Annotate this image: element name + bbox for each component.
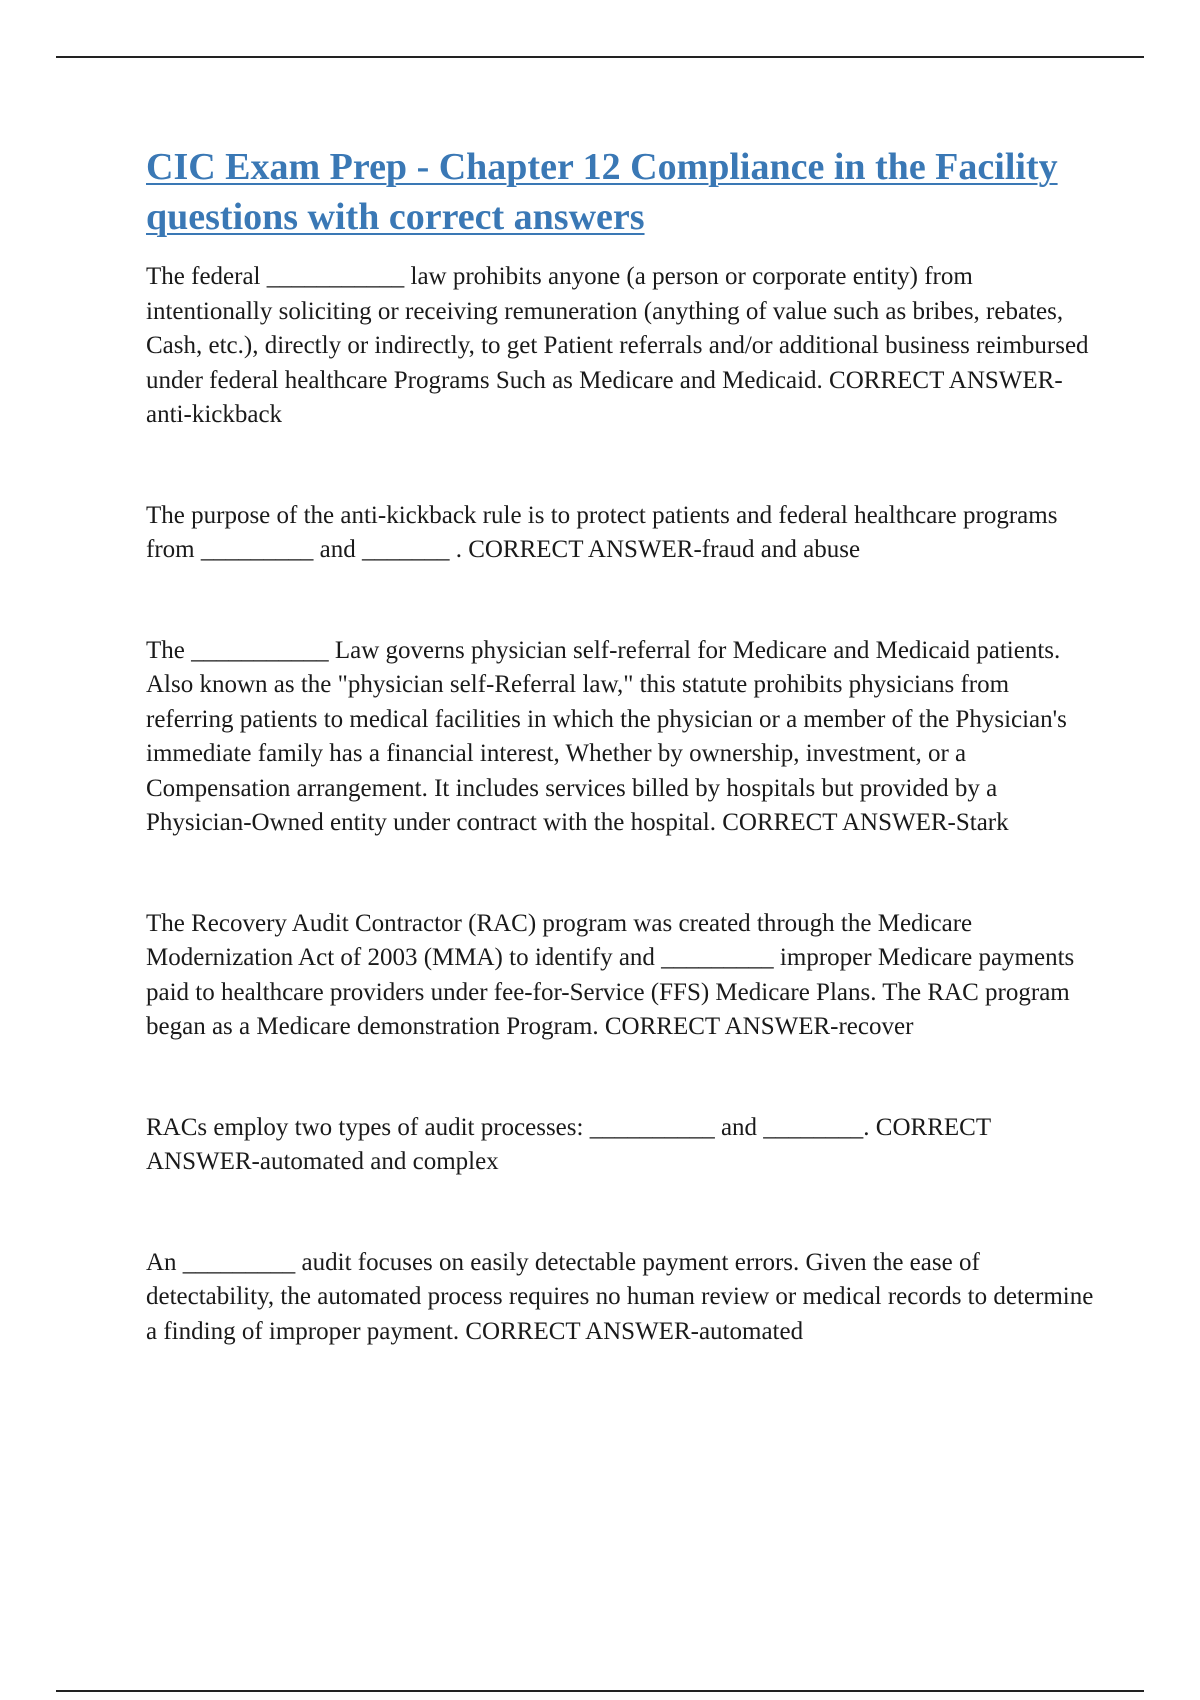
question-item: RACs employ two types of audit processes: __________ and ________. CORRECT ANSWER-automated and complex xyxy=(146,1113,991,1175)
question-item: The Recovery Audit Contractor (RAC) program was created through the Medicare Modernization Act of 2003 (MMA) to identify and _________ improper Medicare payments paid to healthcare providers under fee-for-Service (FFS) Medicare Plans. The RAC program began as a Medicare demonstration Program. CORRECT ANSWER-recover xyxy=(146,909,1075,1040)
document-body xyxy=(146,142,1096,1415)
footer-rule xyxy=(56,1690,1144,1692)
question-item: The federal ___________ law prohibits anyone (a person or corporate entity) from intentionally soliciting or receiving remuneration (anything of value such as bribes, rebates, Cash, etc.), directly or indirectly, to get Patient referrals and/or additional business reimbursed under federal healthcare Programs Such as Medicare and Medicaid. CORRECT ANSWER-anti-kickback xyxy=(146,263,1089,428)
question-item: The ___________ Law governs physician self-referral for Medicare and Medicaid patients. Also known as the "physician self-Referral law," this statute prohibits physicians from referring patients to medical facilities in which the physician or a member of the Physician's immediate family has a financial interest, Whether by ownership, investment, or a Compensation arrangement. It includes services billed by hospitals but provided by a Physician-Owned entity under contract with the hospital. CORRECT ANSWER-Stark xyxy=(146,636,1067,836)
header-rule xyxy=(56,56,1144,58)
question-list xyxy=(146,260,1096,1349)
question-item: An _________ audit focuses on easily detectable payment errors. Given the ease of detectability, the automated process requires no human review or medical records to determine a finding of improper payment. CORRECT ANSWER-automated xyxy=(146,1248,1094,1345)
question-item: The purpose of the anti-kickback rule is to protect patients and federal healthcare programs from _________ and _______ . CORRECT ANSWER-fraud and abuse xyxy=(146,501,1058,563)
document-title-link[interactable]: CIC Exam Prep - Chapter 12 Compliance in the Facility questions with correct answers xyxy=(146,146,1058,238)
